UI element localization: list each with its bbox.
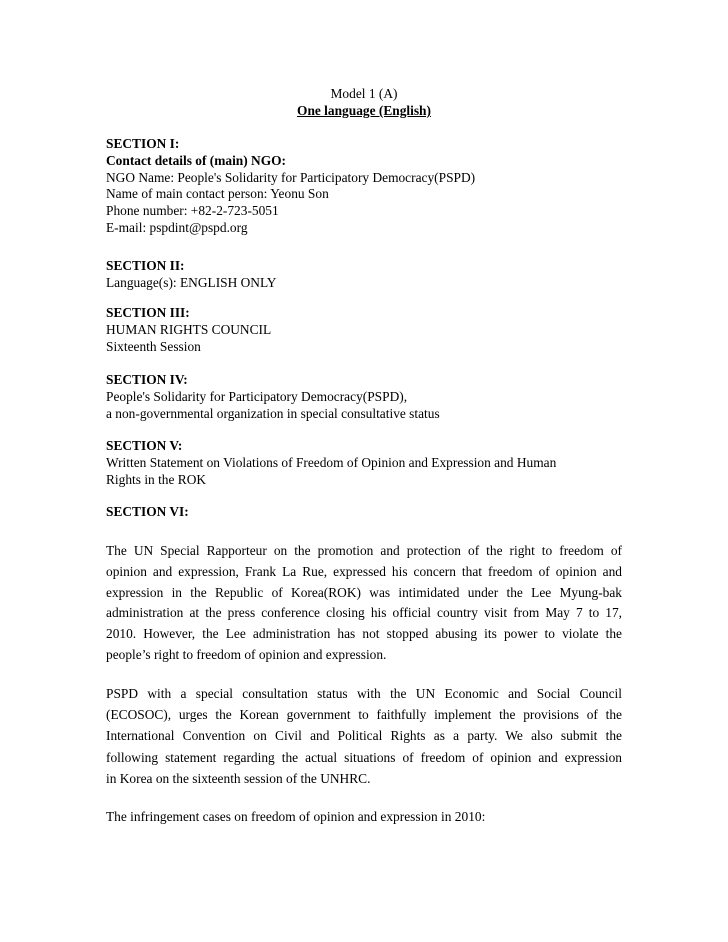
paragraph-line: opinion and expression, Frank La Rue, expressed his concern that freedom of opinion and <box>106 563 622 579</box>
organization-status: a non-governmental organization in special consultative status <box>106 405 440 421</box>
paragraph-line: (ECOSOC), urges the Korean government to faithfully implement the provisions of the <box>106 707 622 723</box>
section-3-heading: SECTION III: <box>106 305 190 320</box>
council-name: HUMAN RIGHTS COUNCIL <box>106 321 272 337</box>
section-1-heading: SECTION I: <box>106 136 180 151</box>
section-2 <box>106 258 624 292</box>
paragraph-line: administration at the press conference closing his official country visit from May 7 to 17, <box>106 605 622 621</box>
statement-title-line-2: Rights in the ROK <box>106 471 207 487</box>
section-4 <box>106 372 624 422</box>
section-5-heading: SECTION V: <box>106 438 183 453</box>
paragraph-line: following statement regarding the actual situations of freedom of opinion and expression <box>106 749 622 765</box>
section-1-subheading: Contact details of (main) NGO: <box>106 152 287 168</box>
session-name: Sixteenth Session <box>106 338 201 354</box>
paragraph-line: 2010. However, the Lee administration has not stopped abusing its power to violate the <box>106 626 622 642</box>
paragraph-2 <box>106 684 622 790</box>
section-3 <box>106 305 624 355</box>
phone-number: Phone number: +82-2-723-5051 <box>106 203 279 219</box>
paragraph-line: people’s right to freedom of opinion and expression. <box>106 646 387 662</box>
statement-title-line-1: Written Statement on Violations of Freedom of Opinion and Expression and Human <box>106 454 557 470</box>
model-label: Model 1 (A) <box>330 86 398 101</box>
section-6-heading: SECTION VI: <box>106 504 189 519</box>
language-note <box>0 102 728 119</box>
language-value: Language(s): ENGLISH ONLY <box>106 274 277 290</box>
ngo-name: NGO Name: People's Solidarity for Participatory Democracy(PSPD) <box>106 169 476 185</box>
paragraph-line: PSPD with a special consultation status with the UN Economic and Social Council <box>106 686 622 701</box>
paragraph-line: expression in the Republic of Korea(ROK) was intimidated under the Lee Myung-bak <box>106 584 622 600</box>
email-address: E-mail: pspdint@pspd.org <box>106 219 248 235</box>
section-5 <box>106 438 624 488</box>
section-1 <box>106 136 624 237</box>
paragraph-3 <box>106 807 622 828</box>
language-note-text: One language (English) <box>297 103 431 118</box>
paragraph-line: International Convention on Civil and Political Rights as a party. We also submit the <box>106 728 622 744</box>
contact-person: Name of main contact person: Yeonu Son <box>106 186 329 202</box>
organization-name: People's Solidarity for Participatory Democracy(PSPD), <box>106 388 408 404</box>
section-4-heading: SECTION IV: <box>106 372 188 387</box>
paragraph-line: in Korea on the sixteenth session of the UNHRC. <box>106 770 371 786</box>
section-2-heading: SECTION II: <box>106 258 185 273</box>
paragraph-line: The infringement cases on freedom of opinion and expression in 2010: <box>106 809 486 824</box>
paragraph-1 <box>106 541 622 666</box>
paragraph-line: The UN Special Rapporteur on the promotion and protection of the right to freedom of <box>106 543 622 558</box>
section-6 <box>106 504 624 521</box>
